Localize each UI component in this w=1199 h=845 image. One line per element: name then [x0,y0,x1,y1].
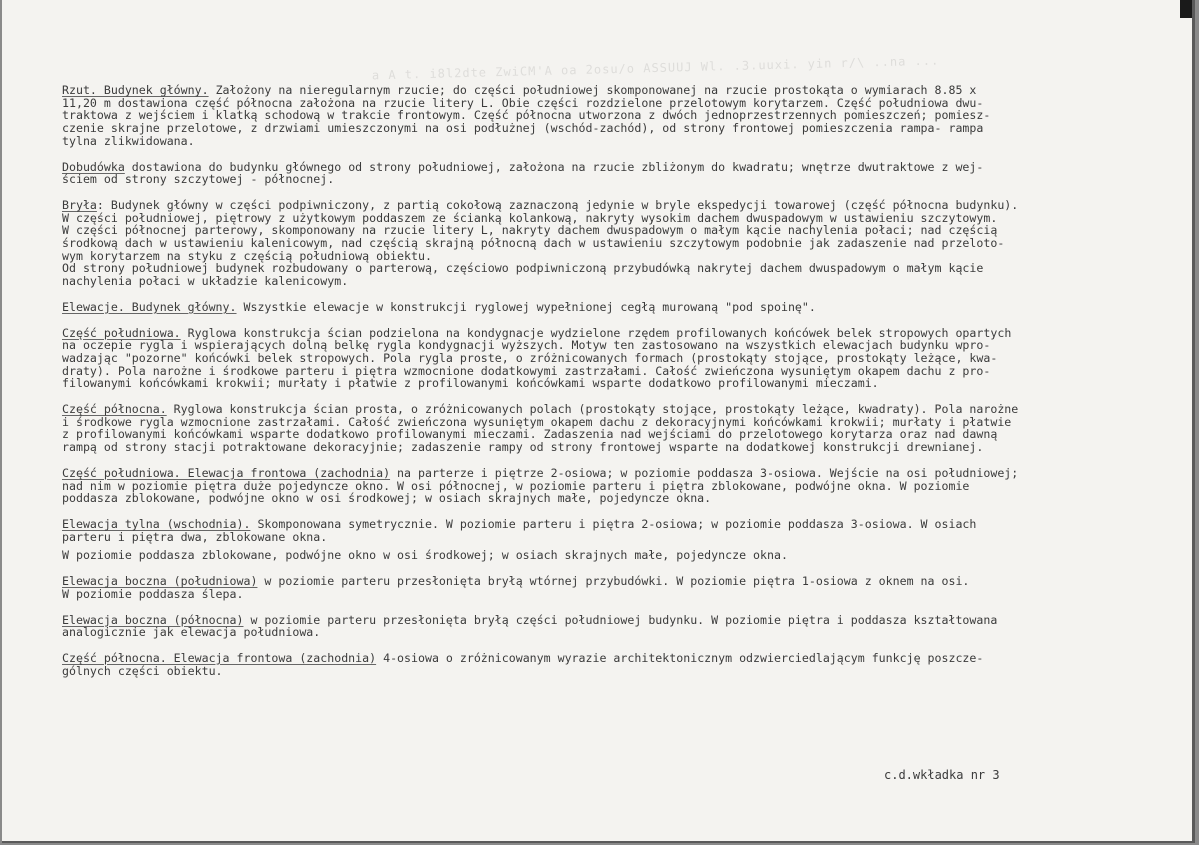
paragraph-lead: Elewacja boczna (północna) [62,612,244,627]
paragraph-elewacja-frontowa-pd [62,467,1172,505]
paragraph-text: na parterze i piętrze 2-osiowa; w poziomie poddasza 3-osiowa. Wejście na osi południowej; nad nim w poziomie piętra duże pojedyncze okno. W osi północnej, w poziomie parteru i piętra zblokowane, podwójne okna. W poziomie poddasza zblokowane, podwójne okno w osi środkowej; w osiach skrajnych małe, pojedyncze okna. [62,465,1019,506]
paragraph-elewacja-tylna-cont [62,549,1172,562]
paragraph-rzut [62,84,1172,148]
paragraph-lead: Bryła [62,197,97,212]
paragraph-czesc-polnocna [62,403,1172,454]
paragraph-bryla [62,199,1172,288]
paragraph-lead: Elewacja boczna (południowa) [62,574,258,589]
paragraph-dobudowka [62,161,1172,186]
paragraph-lead: Część południowa. Elewacja frontowa (zachodnia) [62,465,391,480]
paragraph-lead: Część północna. [62,402,167,417]
paragraph-text: Założony na nieregularnym rzucie; do części południowej skomponowanej na rzucie prostokąta o wymiarach 8.85 x 11,20 m dostawiona część północna założona na rzucie litery L. Obie części rozdzielone przelotowym korytarzem. Część południowa dwu- traktowa z wejściem i klatką schodową w trakcie frontowym. Część północna utworzona z dwóch jednoprzestrzennych pomieszczeń; pomiesz- czenie skrajne przelotowe, z drzwiami umieszczonymi na osi podłużnej (wschód-zachód), od strony frontowej pomieszczenia rampa- rampa tylna zlikwidowana. [62,83,991,148]
paragraph-text: dostawiona do budynku głównego od strony południowej, założona na rzucie zbliżonym do kwadratu; wnętrze dwutraktowe z wej- ściem od strony szczytowej - północnej. [62,159,984,187]
bleed-through-text: a A t. i8l2dte ZwiCM'A oa 2osu/o ASSUUJ Wl. .3.uuxi. yin r/\ ..na ... [371,53,940,83]
page-corner-mark [1180,0,1192,18]
continuation-note: c.d.wkładka nr 3 [884,768,1000,782]
paragraph-text: : Budynek główny w części podpiwniczony, z partią cokołową zaznaczoną jedynie w bryle ekspedycji towarowej (część północna budynku). W części południowej, piętrowy z użytkowym poddaszem ze ścianką kolankową, nakryty wysokim dachem dwuspadowym w ustawieniu szczytowym. W części północnej parterowy, skomponowany na rzucie litery L, nakryty dachem dwuspadowym o małym kącie nachylenia połaci; nad częścią środkową dach w ustawieniu kalenicowym, nad częścią skrajną północną dach w ustawieniu szczytowym podobnie jak zadaszenie nad przeloto- wym korytarzem na styku z częścią południową obiektu. Od strony południowej budynek rozbudowany o parterową, częściowo podpiwniczoną przybudówką nakrytej dachem dwuspadowym o małym kącie nachylenia połaci w układzie kalenicowym. [62,197,1019,289]
paragraph-elewacja-boczna-pd [62,575,1172,600]
paragraph-czesc-polnocna-frontowa [62,652,1172,677]
paragraph-elewacja-tylna [62,518,1172,543]
paragraph-text: w poziomie parteru przesłonięta bryłą części południowej budynku. W poziomie piętra i poddasza kształtowana analogicznie jak elewacja południowa. [62,612,998,640]
paragraph-lead: Dobudówka [62,159,125,174]
document-page [2,0,1195,843]
paragraph-text: Wszystkie elewacje w konstrukcji ryglowej wypełnionej cegłą murowaną "pod spoinę". [236,299,816,314]
paragraph-lead: Część południowa. [62,325,181,340]
paragraph-elewacje [62,301,1172,314]
paragraph-text: 4-osiowa o zróżnicowanym wyrazie architektonicznym odzwierciedlającym funkcję poszcze- gólnych części obiektu. [62,650,984,678]
paragraph-text: Ryglowa konstrukcja ścian prosta, o zróżnicowanych polach (prostokąty stojące, prostokąty leżące, kwadraty). Pola narożne i środkowe rygla wzmocnione zastrzałami. Całość zwieńczona wysuniętym okapem dachu z dekoracyjnymi końcówkami krokwii; murłaty i płatwie z profilowanymi końcówkami wsparte dodatkowo profilowanymi mieczami. Zadaszenia nad wejściami do przelotowego korytarza oraz nad dawną rampą od strony stacji potraktowane dekoracyjnie; zadaszenie rampy od strony frontowej wsparte na dodatkowej konstrukcji drewnianej. [62,402,1019,455]
paragraph-elewacja-boczna-pn [62,614,1172,639]
paragraph-text: Ryglowa konstrukcja ścian podzielona na kondygnacje wydzielone rzędem profilowanych końcówek belek stropowych opartych na oczepie rygla i wspierających dolną belkę rygla kondygnacji wyższych. Motyw ten zastosowano na wszystkich elewacjach budynku wpro- wadzając "pozorne" końcówki belek stropowych. Pola rygla proste, o zróżnicowanych formach (prostokąty stojące, prostokąty leżące, kwa- draty). Pola narożne i środkowe parteru i piętra wzmocnione dodatkowymi zastrzałami. Całość zwieńczona wysuniętym okapem dachu z pro- filowanymi końcówkami krokwii; murłaty i płatwie z profilowanymi końcówkami wsparte dodatkowo profilowanymi mieczami. [62,325,1012,391]
paragraph-czesc-poludniowa [62,327,1172,391]
paragraph-lead: Część północna. Elewacja frontowa (zachodnia) [62,650,377,665]
paragraph-lead: Rzut. Budynek główny. [62,83,209,97]
paragraph-lead: Elewacje. Budynek główny. [62,299,237,314]
document-body [62,84,1172,690]
paragraph-text: w poziomie parteru przesłonięta bryłą wtórnej przybudówki. W poziomie piętra 1-osiowa z oknem na osi. W poziomie poddasza ślepa. [62,574,970,601]
paragraph-text: Skomponowana symetrycznie. W poziomie parteru i piętra 2-osiowa; w poziomie poddasza 3-osiowa. W osiach parteru i piętra dwa, zblokowane okna. [62,516,977,544]
paragraph-text: W poziomie poddasza zblokowane, podwójne okno w osi środkowej; w osiach skrajnych małe, pojedyncze okna. [62,548,788,563]
paragraph-lead: Elewacja tylna (wschodnia). [62,516,251,531]
